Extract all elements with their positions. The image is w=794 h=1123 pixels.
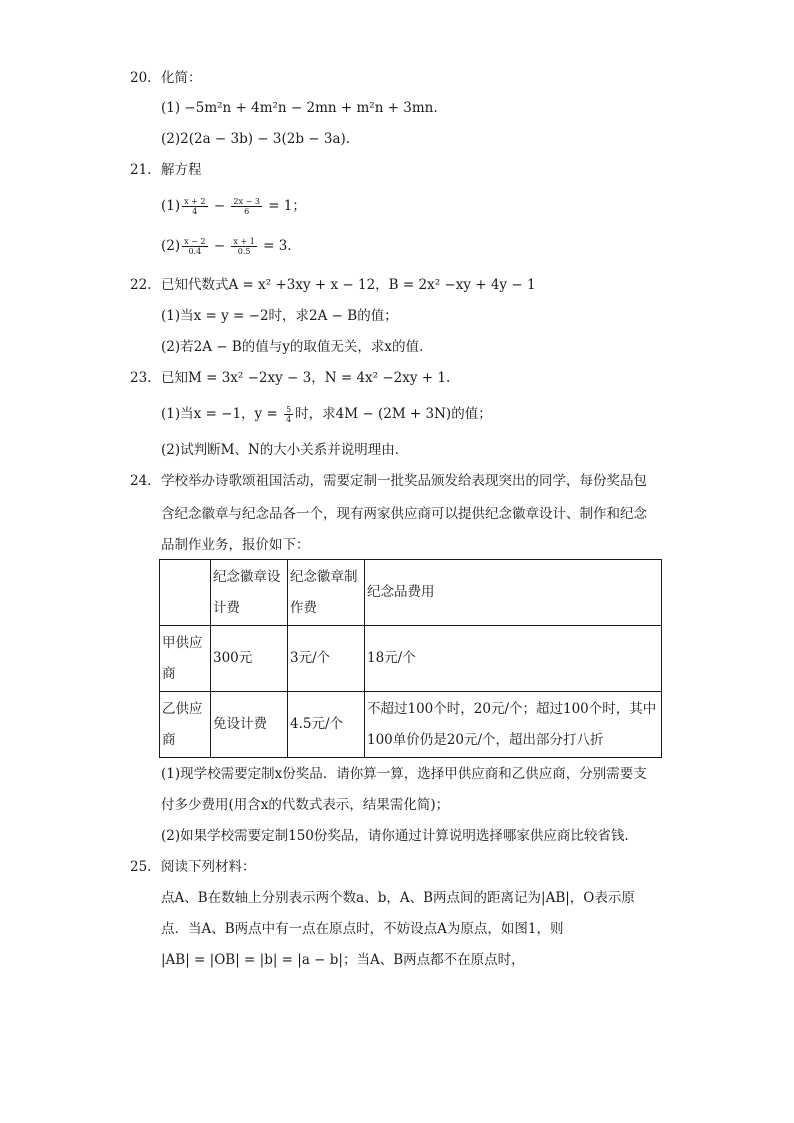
q24-intro-line2: 含纪念徽章与纪念品各一个，现有两家供应商可以提供纪念徽章设计、制作和纪念 xyxy=(161,506,647,522)
fraction-numerator: x − 2 xyxy=(184,237,206,246)
q21-part1-label: (1) xyxy=(161,198,181,214)
q24-part2: (2)如果学校需要定制150份奖品，请你通过计算说明选择哪家供应商比较省钱. xyxy=(161,828,629,844)
price-table xyxy=(159,559,662,758)
q25-line1: 点A、B在数轴上分别表示两个数a、b，A、B两点间的距离记为|AB|，O表示原 xyxy=(161,890,635,906)
equation-tail: = 3. xyxy=(263,238,292,254)
q21-number: 21. xyxy=(130,162,152,178)
q23-part1-start: (1)当x = −1，y = xyxy=(161,406,278,422)
q25-line3: |AB| = |OB| = |b| = |a − b|；当A、B两点都不在原点时， xyxy=(161,952,525,968)
table-header-cell: 纪念徽章设计费 xyxy=(211,560,288,626)
table-header-cell xyxy=(160,560,211,626)
table-row xyxy=(160,626,662,692)
fraction-numerator: 5 xyxy=(286,405,292,414)
fraction-denominator: 4 xyxy=(192,207,198,216)
table-cell: 免设计费 xyxy=(211,692,288,758)
q25-line2: 点．当A、B两点中有一点在原点时，不妨设点A为原点，如图1，则 xyxy=(161,921,564,937)
fraction xyxy=(182,237,207,256)
q22-number: 22. xyxy=(130,277,152,293)
fraction xyxy=(231,237,256,256)
fraction-denominator: 6 xyxy=(244,207,250,216)
fraction xyxy=(182,197,207,216)
table-cell: 4.5元/个 xyxy=(288,692,365,758)
q21-part1 xyxy=(161,196,306,216)
q22-part1: (1)当x = y = −2时，求2A − B的值； xyxy=(161,308,398,324)
table-cell: 甲供应商 xyxy=(160,626,211,692)
fraction xyxy=(231,197,261,216)
table-cell: 乙供应商 xyxy=(160,692,211,758)
fraction-denominator: 0.5 xyxy=(237,247,251,256)
q20-part2: (2)2(2a − 3b) − 3(2b − 3a). xyxy=(161,131,351,147)
q24-part1-line2: 付多少费用(用含x的代数式表示，结果需化简)； xyxy=(161,797,450,813)
fraction-numerator: x + 1 xyxy=(233,237,255,246)
q25-title: 阅读下列材料： xyxy=(161,859,256,875)
q23-part1-end: 时，求4M − (2M + 3N)的值； xyxy=(295,406,492,422)
table-cell: 3元/个 xyxy=(288,626,365,692)
minus-operator: − xyxy=(213,198,226,214)
q21-title: 解方程 xyxy=(161,162,202,178)
q21-part2-label: (2) xyxy=(161,238,181,254)
q24-intro-line3: 品制作业务，报价如下： xyxy=(161,537,310,553)
table-cell: 300元 xyxy=(211,626,288,692)
q23-part2: (2)试判断M、N的大小关系并说明理由. xyxy=(161,442,400,458)
table-header-cell: 纪念徽章制作费 xyxy=(288,560,365,626)
table-header-row xyxy=(160,560,662,626)
q20-number: 20. xyxy=(130,70,152,86)
q23-title: 已知M = 3x² −2xy − 3，N = 4x² −2xy + 1. xyxy=(161,370,451,386)
q23-part1 xyxy=(161,404,492,424)
q24-intro-line1: 学校举办诗歌颂祖国活动，需要定制一批奖品颁发给表现突出的同学，每份奖品包 xyxy=(161,473,647,489)
fraction-denominator: 0.4 xyxy=(188,247,202,256)
q22-part2: (2)若2A − B的值与y的取值无关，求x的值. xyxy=(161,339,424,355)
fraction xyxy=(284,405,293,424)
q24-part1-line1: (1)现学校需要定制x份奖品．请你算一算，选择甲供应商和乙供应商，分别需要支 xyxy=(161,766,647,782)
q20-title: 化简： xyxy=(161,70,202,86)
fraction-numerator: x + 2 xyxy=(184,197,206,206)
q22-title: 已知代数式A = x² +3xy + x − 12，B = 2x² −xy + 4y − 1 xyxy=(161,277,536,293)
equation-tail: = 1； xyxy=(268,198,306,214)
q23-number: 23. xyxy=(130,370,152,386)
minus-operator: − xyxy=(213,238,226,254)
q20-part1: (1) −5m²n + 4m²n − 2mn + m²n + 3mn. xyxy=(161,100,438,116)
table-cell: 不超过100个时，20元/个；超过100个时，其中100单价仍是20元/个，超出部分打八折 xyxy=(365,692,662,758)
q25-number: 25. xyxy=(130,859,152,875)
fraction-numerator: 2x − 3 xyxy=(233,197,260,206)
fraction-denominator: 4 xyxy=(286,415,292,424)
table-header-cell: 纪念品费用 xyxy=(365,560,662,626)
table-cell: 18元/个 xyxy=(365,626,662,692)
q24-number: 24. xyxy=(130,473,152,489)
table-row xyxy=(160,692,662,758)
q21-part2 xyxy=(161,236,292,256)
